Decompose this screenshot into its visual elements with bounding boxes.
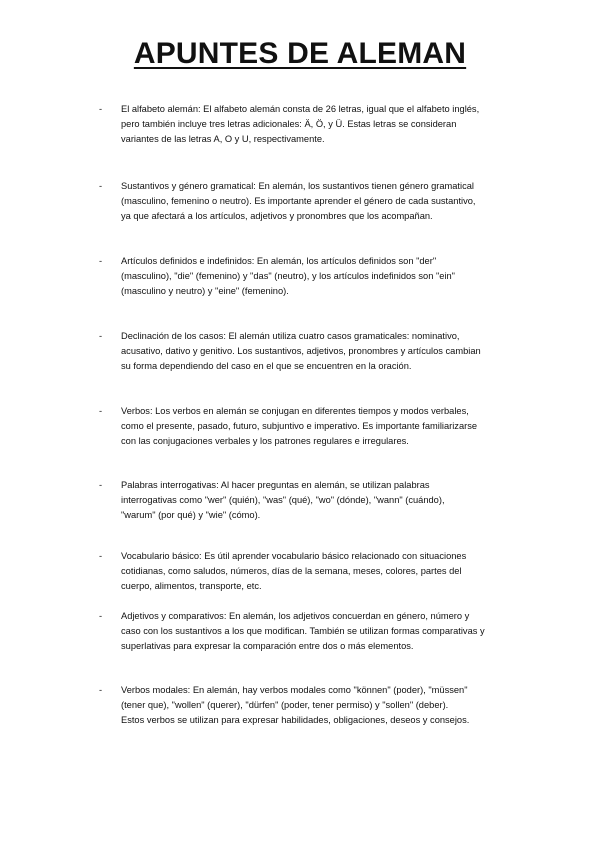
text-line: Palabras interrogativas: Al hacer preguntas en alemán, se utilizan palabras bbox=[121, 480, 430, 490]
text-line: Estos verbos se utilizan para expresar habilidades, obligaciones, deseos y consejos. bbox=[121, 715, 470, 725]
list-item-text bbox=[121, 549, 521, 594]
text-line: caso con los sustantivos a los que modifican. También se utilizan formas comparativas y bbox=[121, 626, 485, 636]
bullet-dash: - bbox=[99, 104, 103, 114]
text-line: acusativo, dativo y genitivo. Los sustantivos, adjetivos, pronombres y artículos cambian bbox=[121, 346, 481, 356]
text-line: Verbos: Los verbos en alemán se conjugan en diferentes tiempos y modos verbales, bbox=[121, 406, 469, 416]
text-line: (masculino, femenino o neutro). Es importante aprender el género de cada sustantivo, bbox=[121, 196, 476, 206]
text-line: (masculino), "die" (femenino) y "das" (neutro), y los artículos indefinidos son "ein" bbox=[121, 271, 455, 281]
list-item-text bbox=[121, 404, 521, 449]
list-item-text bbox=[121, 683, 521, 728]
text-line: cotidianas, como saludos, números, días de la semana, meses, colores, partes del bbox=[121, 566, 462, 576]
text-line: Verbos modales: En alemán, hay verbos modales como "können" (poder), "müssen" bbox=[121, 685, 468, 695]
text-line: su forma dependiendo del caso en el que se encuentren en la oración. bbox=[121, 361, 412, 371]
text-line: "warum" (por qué) y "wie" (cómo). bbox=[121, 510, 261, 520]
bullet-dash: - bbox=[99, 406, 103, 416]
list-item-text bbox=[121, 179, 521, 224]
bullet-dash: - bbox=[99, 611, 103, 621]
text-line: variantes de las letras A, O y U, respectivamente. bbox=[121, 134, 325, 144]
bullet-dash: - bbox=[99, 685, 103, 695]
text-line: cuerpo, alimentos, transporte, etc. bbox=[121, 581, 262, 591]
bullet-dash: - bbox=[99, 181, 103, 191]
text-line: superlativas para expresar la comparación entre dos o más elementos. bbox=[121, 641, 414, 651]
list-item-text bbox=[121, 254, 521, 299]
bullet-dash: - bbox=[99, 551, 103, 561]
text-line: Artículos definidos e indefinidos: En alemán, los artículos definidos son "der" bbox=[121, 256, 437, 266]
text-line: (masculino y neutro) y "eine" (femenino). bbox=[121, 286, 289, 296]
text-line: Declinación de los casos: El alemán utiliza cuatro casos gramaticales: nominativo, bbox=[121, 331, 460, 341]
text-line: Adjetivos y comparativos: En alemán, los adjetivos concuerdan en género, número y bbox=[121, 611, 470, 621]
bullet-dash: - bbox=[99, 331, 103, 341]
text-line: pero también incluye tres letras adicionales: Ä, Ö, y Ü. Estas letras se consideran bbox=[121, 119, 457, 129]
page-title: APUNTES DE ALEMAN bbox=[133, 37, 467, 70]
bullet-dash: - bbox=[99, 480, 103, 490]
list-item-text bbox=[121, 478, 521, 523]
list-item-text bbox=[121, 329, 521, 374]
text-line: con las conjugaciones verbales y los patrones regulares e irregulares. bbox=[121, 436, 409, 446]
text-line: como el presente, pasado, futuro, subjuntivo e imperativo. Es importante familiarizarse bbox=[121, 421, 478, 431]
text-line: El alfabeto alemán: El alfabeto alemán consta de 26 letras, igual que el alfabeto inglés, bbox=[121, 104, 480, 114]
text-line: ya que afectará a los artículos, adjetivos y pronombres que los acompañan. bbox=[121, 211, 433, 221]
text-line: (tener que), "wollen" (querer), "dürfen" (poder, tener permiso) y "sollen" (deber). bbox=[121, 700, 449, 710]
text-line: interrogativas como "wer" (quién), "was" (qué), "wo" (dónde), "wann" (cuándo), bbox=[121, 495, 445, 505]
text-line: Vocabulario básico: Es útil aprender vocabulario básico relacionado con situaciones bbox=[121, 551, 467, 561]
list-item-text bbox=[121, 609, 521, 654]
bullet-dash: - bbox=[99, 256, 103, 266]
text-line: Sustantivos y género gramatical: En alemán, los sustantivos tienen género gramatical bbox=[121, 181, 474, 191]
list-item-text bbox=[121, 102, 521, 147]
